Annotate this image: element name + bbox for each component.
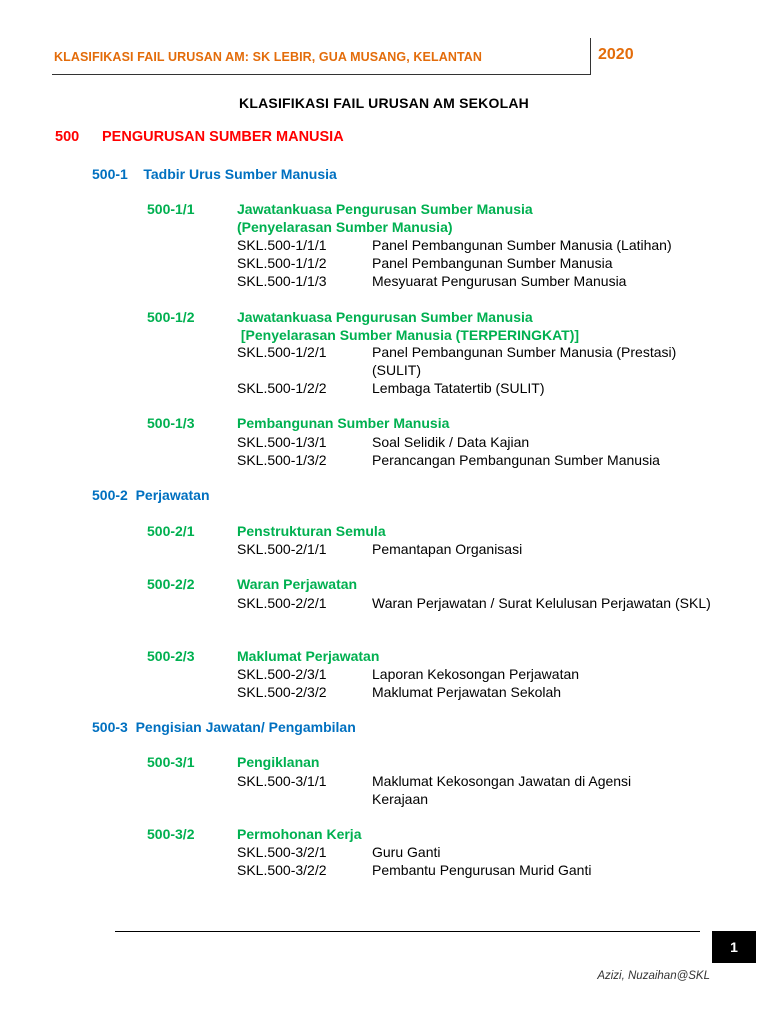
- file-description: Perancangan Pembangunan Sumber Manusia: [372, 452, 660, 468]
- file-description: Mesyuarat Pengurusan Sumber Manusia: [372, 273, 627, 289]
- section-label: PENGURUSAN SUMBER MANUSIA: [102, 129, 344, 145]
- header-vertical-divider: [590, 38, 591, 75]
- file-code: SKL.500-1/1/3: [237, 273, 327, 289]
- file-description: Laporan Kekosongan Perjawatan: [372, 666, 580, 682]
- file-code: SKL.500-1/1/2: [237, 255, 327, 271]
- file-description: Maklumat Perjawatan Sekolah: [372, 684, 562, 700]
- file-code: SKL.500-1/3/2: [237, 452, 327, 468]
- file-description: Pembantu Pengurusan Murid Ganti: [372, 862, 592, 878]
- footer-author: Azizi, Nuzaihan@SKL: [597, 970, 710, 982]
- file-group-title: Maklumat Perjawatan: [237, 648, 380, 664]
- file-description: Panel Pembangunan Sumber Manusia (Latihan): [372, 237, 672, 253]
- file-group-code: 500-1/1: [147, 201, 195, 217]
- section-code: 500: [55, 129, 80, 145]
- file-description: Lembaga Tatatertib (SULIT): [372, 380, 545, 396]
- page-number: 1: [712, 931, 756, 963]
- file-code: SKL.500-1/1/1: [237, 237, 327, 253]
- file-description: Maklumat Kekosongan Jawatan di Agensi Kerajaan: [372, 773, 632, 807]
- file-description: Waran Perjawatan / Surat Kelulusan Perjawatan (SKL): [372, 595, 711, 611]
- file-group-title: Permohonan Kerja: [237, 826, 362, 842]
- file-code: SKL.500-2/3/2: [237, 684, 327, 700]
- file-code: SKL.500-2/3/1: [237, 666, 327, 682]
- footer-divider: [115, 931, 700, 932]
- section-heading: [55, 129, 344, 145]
- subsection-heading: 500-3 Pengisian Jawatan/ Pengambilan: [92, 719, 356, 735]
- file-code: SKL.500-3/2/1: [237, 844, 327, 860]
- header-title: KLASIFIKASI FAIL URUSAN AM: SK LEBIR, GUA MUSANG, KELANTAN: [54, 50, 483, 64]
- file-code: SKL.500-2/1/1: [237, 541, 327, 557]
- file-group-title: Waran Perjawatan: [237, 576, 358, 592]
- file-group-title: Pembangunan Sumber Manusia: [237, 415, 450, 431]
- file-group-title-line2: (Penyelarasan Sumber Manusia): [237, 219, 453, 235]
- file-code: SKL.500-1/2/2: [237, 380, 327, 396]
- file-group-title: Jawatankuasa Pengurusan Sumber Manusia: [237, 201, 533, 217]
- file-code: SKL.500-1/2/1: [237, 344, 327, 360]
- file-group-title: Pengiklanan: [237, 754, 320, 770]
- file-group-code: 500-2/3: [147, 648, 195, 664]
- file-group-title: Penstrukturan Semula: [237, 523, 386, 539]
- file-group-code: 500-2/2: [147, 576, 195, 592]
- subsection-heading: 500-1 Tadbir Urus Sumber Manusia: [92, 166, 337, 182]
- file-group-code: 500-2/1: [147, 523, 195, 539]
- file-group-title-line2: [Penyelarasan Sumber Manusia (TERPERINGKAT)]: [237, 327, 580, 343]
- file-group-code: 500-1/2: [147, 309, 195, 325]
- file-code: SKL.500-3/2/2: [237, 862, 327, 878]
- file-description: Pemantapan Organisasi: [372, 541, 523, 557]
- file-group-code: 500-1/3: [147, 415, 195, 431]
- file-code: SKL.500-3/1/1: [237, 773, 327, 789]
- document-title: KLASIFIKASI FAIL URUSAN AM SEKOLAH: [239, 95, 529, 111]
- header-divider: [52, 74, 590, 75]
- file-code: SKL.500-1/3/1: [237, 434, 327, 450]
- file-description: Guru Ganti: [372, 844, 441, 860]
- file-group-code: 500-3/2: [147, 826, 195, 842]
- file-code: SKL.500-2/2/1: [237, 595, 327, 611]
- file-group-code: 500-3/1: [147, 754, 195, 770]
- subsection-heading: 500-2 Perjawatan: [92, 487, 210, 503]
- header-year: 2020: [598, 46, 634, 63]
- file-description: Soal Selidik / Data Kajian: [372, 434, 530, 450]
- file-description: Panel Pembangunan Sumber Manusia (Prestasi) (SULIT): [372, 344, 677, 378]
- file-group-title: Jawatankuasa Pengurusan Sumber Manusia: [237, 309, 533, 325]
- file-description: Panel Pembangunan Sumber Manusia: [372, 255, 613, 271]
